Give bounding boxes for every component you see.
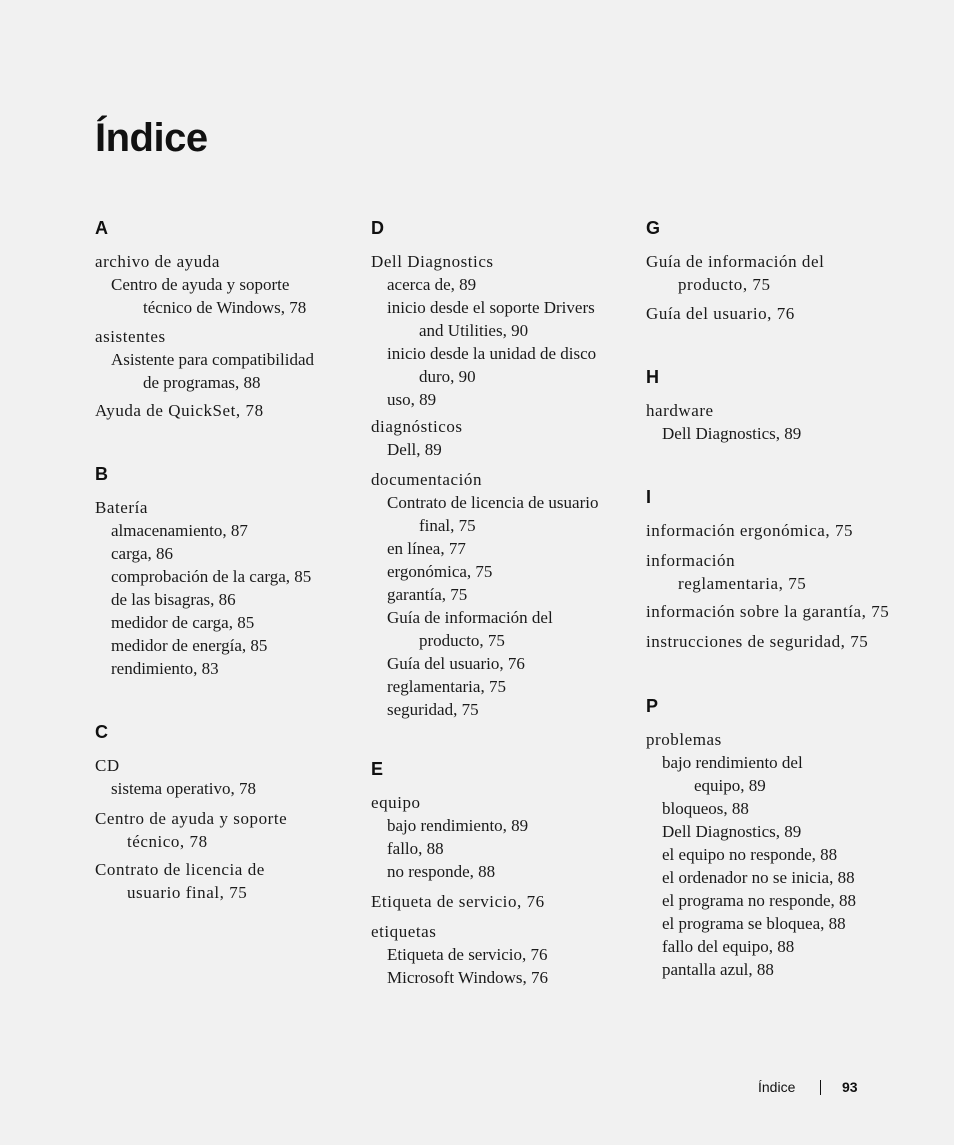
index-term: Contrato de licencia de: [95, 860, 265, 879]
index-entry: [95, 496, 365, 680]
index-subterm: Contrato de licencia de usuario: [387, 493, 599, 512]
page-title: Índice: [95, 116, 208, 160]
index-term: instrucciones de seguridad, 75: [646, 632, 869, 651]
index-subterm: pantalla azul, 88: [662, 960, 774, 979]
index-subterm: medidor de carga, 85: [111, 613, 255, 632]
index-subterm: Microsoft Windows, 76: [387, 968, 548, 987]
index-entry: [646, 630, 916, 653]
page-number: 93: [842, 1079, 858, 1095]
index-term: hardware: [646, 401, 714, 420]
index-term: documentación: [371, 470, 483, 489]
index-subterm: comprobación de la carga, 85: [111, 567, 312, 586]
index-term: etiquetas: [371, 922, 437, 941]
index-term: producto, 75: [678, 275, 771, 294]
index-entry: [646, 600, 916, 623]
footer-divider: [820, 1080, 821, 1095]
index-term: reglamentaria, 75: [678, 574, 807, 593]
index-subterm: Guía del usuario, 76: [387, 654, 525, 673]
index-subterm: en línea, 77: [387, 539, 466, 558]
section-letter-h: H: [646, 367, 659, 387]
section-letter-a: A: [95, 218, 108, 238]
index-subterm: Dell Diagnostics, 89: [662, 424, 802, 443]
index-subterm: final, 75: [419, 516, 476, 535]
index-term: Guía de información del: [646, 252, 825, 271]
index-entry: [646, 399, 916, 445]
index-term: Guía del usuario, 76: [646, 304, 795, 323]
index-subterm: reglamentaria, 75: [387, 677, 506, 696]
index-entry: [646, 250, 916, 296]
index-term: Etiqueta de servicio, 76: [371, 892, 545, 911]
index-subterm: sistema operativo, 78: [111, 779, 256, 798]
index-term: Ayuda de QuickSet, 78: [95, 401, 264, 420]
index-term: CD: [95, 756, 120, 775]
index-subterm: Guía de información del: [387, 608, 553, 627]
index-entry: [646, 302, 916, 325]
index-term: archivo de ayuda: [95, 252, 220, 271]
index-subterm: de programas, 88: [143, 373, 261, 392]
index-subterm: bloqueos, 88: [662, 799, 749, 818]
section-letter-c: C: [95, 722, 108, 742]
footer-label: Índice: [758, 1079, 796, 1095]
index-subterm: inicio desde la unidad de disco: [387, 344, 597, 363]
section-letter-d: D: [371, 218, 384, 238]
index-term: equipo: [371, 793, 421, 812]
index-entry: [371, 890, 641, 913]
index-entry: [646, 728, 916, 981]
section-letter-g: G: [646, 218, 661, 238]
section-letter-p: P: [646, 696, 659, 716]
index-term: Batería: [95, 498, 148, 517]
index-subterm: Etiqueta de servicio, 76: [387, 945, 548, 964]
index-subterm: Dell Diagnostics, 89: [662, 822, 802, 841]
index-subterm: Dell, 89: [387, 440, 442, 459]
index-subterm: equipo, 89: [694, 776, 766, 795]
index-entry: [371, 791, 641, 883]
index-term: información sobre la garantía, 75: [646, 602, 890, 621]
index-entry: [95, 250, 365, 319]
index-entry: [371, 415, 641, 461]
index-entry: [371, 920, 641, 989]
index-subterm: el equipo no responde, 88: [662, 845, 838, 864]
index-term: Centro de ayuda y soporte: [95, 809, 288, 828]
index-entry: [95, 754, 365, 800]
index-subterm: ergonómica, 75: [387, 562, 493, 581]
index-term: técnico, 78: [127, 832, 208, 851]
index-subterm: fallo del equipo, 88: [662, 937, 795, 956]
index-subterm: seguridad, 75: [387, 700, 479, 719]
index-entry: [95, 325, 365, 394]
section-letter-e: E: [371, 759, 384, 779]
index-term: información ergonómica, 75: [646, 521, 854, 540]
index-subterm: almacenamiento, 87: [111, 521, 248, 540]
index-subterm: uso, 89: [387, 390, 437, 409]
index-subterm: rendimiento, 83: [111, 659, 219, 678]
index-subterm: medidor de energía, 85: [111, 636, 268, 655]
index-subterm: Asistente para compatibilidad: [111, 350, 314, 369]
index-subterm: no responde, 88: [387, 862, 496, 881]
index-entry: [646, 519, 916, 542]
index-subterm: fallo, 88: [387, 839, 444, 858]
index-entry: [371, 468, 641, 721]
section-letter-b: B: [95, 464, 108, 484]
index-term: diagnósticos: [371, 417, 463, 436]
index-subterm: el programa se bloquea, 88: [662, 914, 846, 933]
index-subterm: garantía, 75: [387, 585, 468, 604]
index-subterm: producto, 75: [419, 631, 505, 650]
index-subterm: el programa no responde, 88: [662, 891, 857, 910]
index-subterm: técnico de Windows, 78: [143, 298, 307, 317]
index-term: problemas: [646, 730, 722, 749]
index-subterm: bajo rendimiento del: [662, 753, 803, 772]
index-subterm: inicio desde el soporte Drivers: [387, 298, 595, 317]
index-subterm: carga, 86: [111, 544, 173, 563]
index-term: asistentes: [95, 327, 166, 346]
index-subterm: duro, 90: [419, 367, 476, 386]
index-entry: [95, 858, 365, 904]
index-entry: [95, 807, 365, 853]
index-subterm: de las bisagras, 86: [111, 590, 236, 609]
index-term: Dell Diagnostics: [371, 252, 494, 271]
index-subterm: and Utilities, 90: [419, 321, 529, 340]
index-entry: [95, 399, 365, 422]
index-term: información: [646, 551, 736, 570]
index-subterm: acerca de, 89: [387, 275, 477, 294]
index-subterm: Centro de ayuda y soporte: [111, 275, 290, 294]
index-subterm: bajo rendimiento, 89: [387, 816, 529, 835]
index-entry: [646, 549, 916, 595]
index-entry: [371, 250, 641, 411]
section-letter-i: I: [646, 487, 652, 507]
index-term: usuario final, 75: [127, 883, 248, 902]
index-subterm: el ordenador no se inicia, 88: [662, 868, 855, 887]
